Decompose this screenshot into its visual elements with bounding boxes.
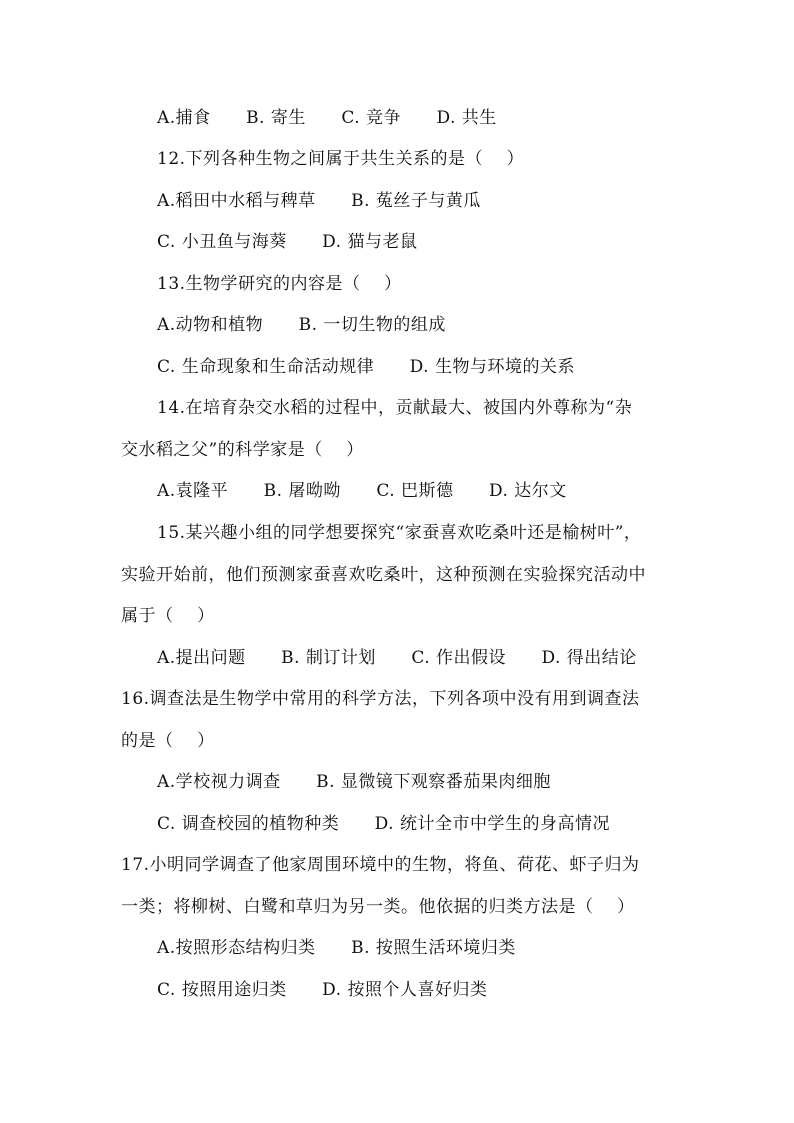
q16-stem-line1: 16.调查法是生物学中常用的科学方法，下列各项中没有用到调查法 <box>121 689 640 709</box>
q17-stem-line2: 一类；将柳树、白鹭和草归为另一类。他依据的归类方法是（ ） <box>121 897 635 917</box>
q15-stem-line1: 15.某兴趣小组的同学想要探究“家蚕喜欢吃桑叶还是榆树叶”， <box>157 523 642 543</box>
q16-stem-line2: 的是（ ） <box>121 731 215 751</box>
q13-options-ab: A.动物和植物 B. 一切生物的组成 <box>157 315 446 335</box>
q14-options: A.袁隆平 B. 屠呦呦 C. 巴斯德 D. 达尔文 <box>157 481 567 501</box>
q16-options-ab: A.学校视力调查 B. 显微镜下观察番茄果肉细胞 <box>157 772 551 792</box>
q15-stem-line3: 属于（ ） <box>121 606 215 626</box>
q17-options-ab: A.按照形态结构归类 B. 按照生活环境归类 <box>157 938 516 958</box>
q13-options-cd: C. 生命现象和生命活动规律 D. 生物与环境的关系 <box>157 357 575 377</box>
q12-options-ab: A.稻田中水稻与稗草 B. 菟丝子与黄瓜 <box>157 191 481 211</box>
q16-options-cd: C. 调查校园的植物种类 D. 统计全市中学生的身高情况 <box>157 814 610 834</box>
q11-options: A.捕食 B. 寄生 C. 竞争 D. 共生 <box>157 108 497 128</box>
q12-options-cd: C. 小丑鱼与海葵 D. 猫与老鼠 <box>157 232 418 252</box>
q15-options: A.提出问题 B. 制订计划 C. 作出假设 D. 得出结论 <box>157 648 637 668</box>
q17-options-cd: C. 按照用途归类 D. 按照个人喜好归类 <box>157 980 488 1000</box>
q13-stem: 13.生物学研究的内容是（ ） <box>157 274 402 294</box>
q12-stem: 12.下列各种生物之间属于共生关系的是（ ） <box>157 149 525 169</box>
q15-stem-line2: 实验开始前，他们预测家蚕喜欢吃桑叶，这种预测在实验探究活动中 <box>121 565 646 585</box>
q14-stem-line2: 交水稻之父”的科学家是（ ） <box>121 440 364 460</box>
q17-stem-line1: 17.小明同学调查了他家周围环境中的生物，将鱼、荷花、虾子归为 <box>121 855 640 875</box>
q14-stem-line1: 14.在培育杂交水稻的过程中，贡献最大、被国内外尊称为“杂 <box>157 398 633 418</box>
